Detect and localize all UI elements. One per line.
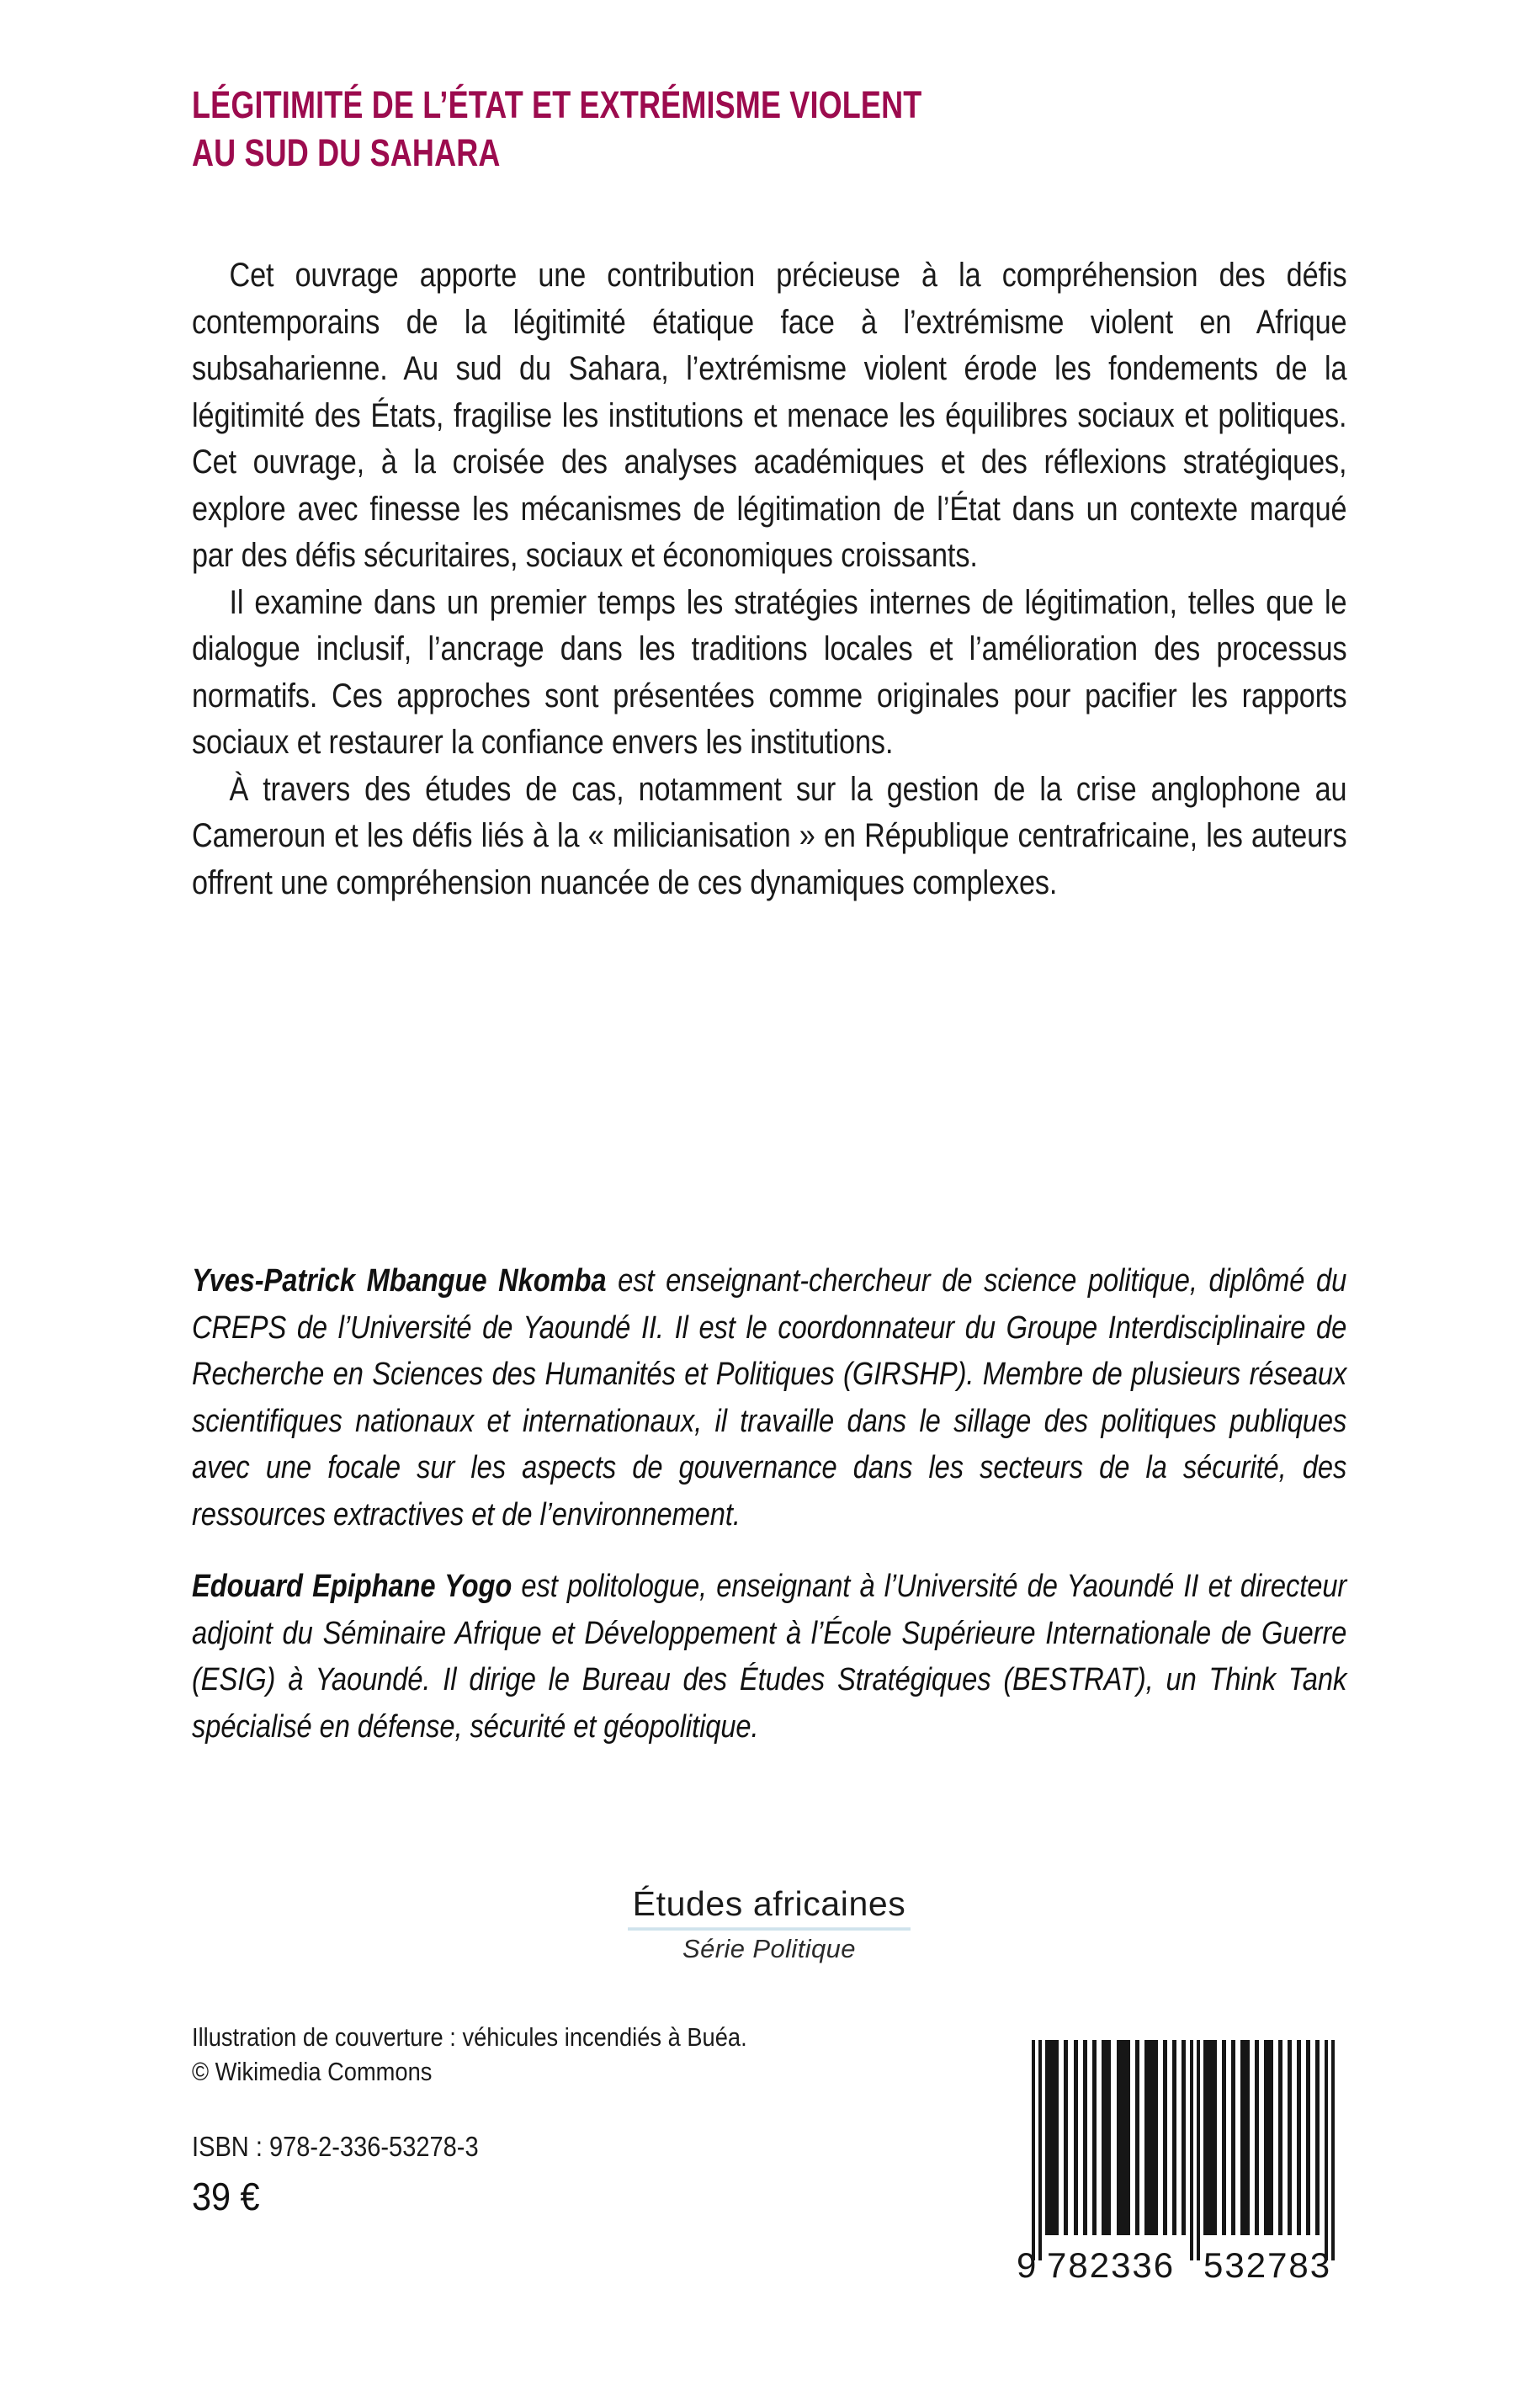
barcode-digit-group1: 782336 xyxy=(1047,2245,1176,2285)
blurb-section xyxy=(192,252,1346,906)
content-column xyxy=(192,0,1346,2385)
barcode-digits xyxy=(1017,2245,1331,2285)
credit-line-2: © Wikimedia Commons xyxy=(192,2057,433,2086)
cover-illustration-credit xyxy=(192,2020,747,2089)
blurb-paragraph-3: À travers des études de cas, notamment sur la gestion de la crise anglophone au Cameroun et les défis liés à la « milicianisation » en République centrafricaine, les auteurs offrent une compréhension nuancée de ces dynamiques complexes. xyxy=(192,770,1347,901)
isbn-text: ISBN : 978-2-336-53278-3 xyxy=(192,2131,479,2162)
collection-logo xyxy=(192,1883,1346,1965)
blurb-paragraph-1: Cet ouvrage apporte une contribution précieuse à la compréhension des défis contemporains de la légitimité étatique face à l’extrémisme violent en Afrique subsaharienne. Au sud du Sahara, l’extrémisme violent érode les fondements de la légitimité des États, fragilise les institutions et menace les équilibres sociaux et politiques. Cet ouvrage, à la croisée des analyses académiques et des réflexions stratégiques, explore avec finesse les mécanismes de légitimation de l’État dans un contexte marqué par des défis sécuritaires, sociaux et économiques croissants. xyxy=(192,257,1347,574)
barcode-digit-lead: 9 xyxy=(1017,2245,1038,2285)
barcode-svg xyxy=(1017,2035,1353,2287)
price-text: 39 € xyxy=(192,2175,260,2218)
blurb-paragraph-2: Il examine dans un premier temps les stratégies internes de légitimation, telles que le dialogue inclusif, l’ancrage dans les traditions locales et l’amélioration des processus normatifs. Ces approches sont présentées comme originales pour pacifier les rapports sociaux et restaurer la confiance envers les institutions. xyxy=(192,583,1347,761)
collection-logo-inner xyxy=(628,1883,911,1965)
author-bios-section xyxy=(192,1258,1346,1776)
title-line-1: LÉGITIMITÉ DE L’ÉTAT ET EXTRÉMISME VIOLENT xyxy=(192,83,922,126)
collection-divider xyxy=(628,1927,911,1931)
title-line-2: AU SUD DU SAHARA xyxy=(192,131,501,174)
author-bio-text-2: est politologue, enseignant à l’Université de Yaoundé II et directeur adjoint du Séminaire Afrique et Développement à l’École Supérieure Internationale de Guerre (ESIG) à Yaoundé. Il dirige le Bureau des Études Stratégiques (BESTRAT), un Think Tank spécialisé en défense, sécurité et géopolitique. xyxy=(192,1569,1347,1745)
page-title xyxy=(192,81,1346,177)
ean13-barcode xyxy=(1017,2035,1353,2287)
author-bio-text-1: est enseignant-chercheur de science politique, diplômé du CREPS de l’Université de Yaoundé II. Il est le coordonnateur du Groupe Interdisciplinaire de Recherche en Sciences des Humanités et Politiques (GIRSHP). Membre de plusieurs réseaux scientifiques nationaux et internationaux, il travaille dans le sillage des politiques publiques avec une focale sur les aspects de gouvernance dans les secteurs de la sécurité, des ressources extractives et de l’environnement. xyxy=(192,1263,1347,1532)
collection-series: Série Politique xyxy=(682,1934,856,1963)
collection-name: Études africaines xyxy=(632,1884,906,1923)
author-name-2: Edouard Epiphane Yogo xyxy=(192,1569,512,1604)
credit-line-1: Illustration de couverture : véhicules incendiés à Buéa. xyxy=(192,2022,747,2052)
barcode-digit-group2: 532783 xyxy=(1203,2245,1332,2285)
author-bio-2 xyxy=(192,1564,1346,1750)
author-name-1: Yves-Patrick Mbangue Nkomba xyxy=(192,1263,607,1299)
author-bio-1 xyxy=(192,1258,1346,1538)
barcode-bars xyxy=(1032,2040,1335,2260)
